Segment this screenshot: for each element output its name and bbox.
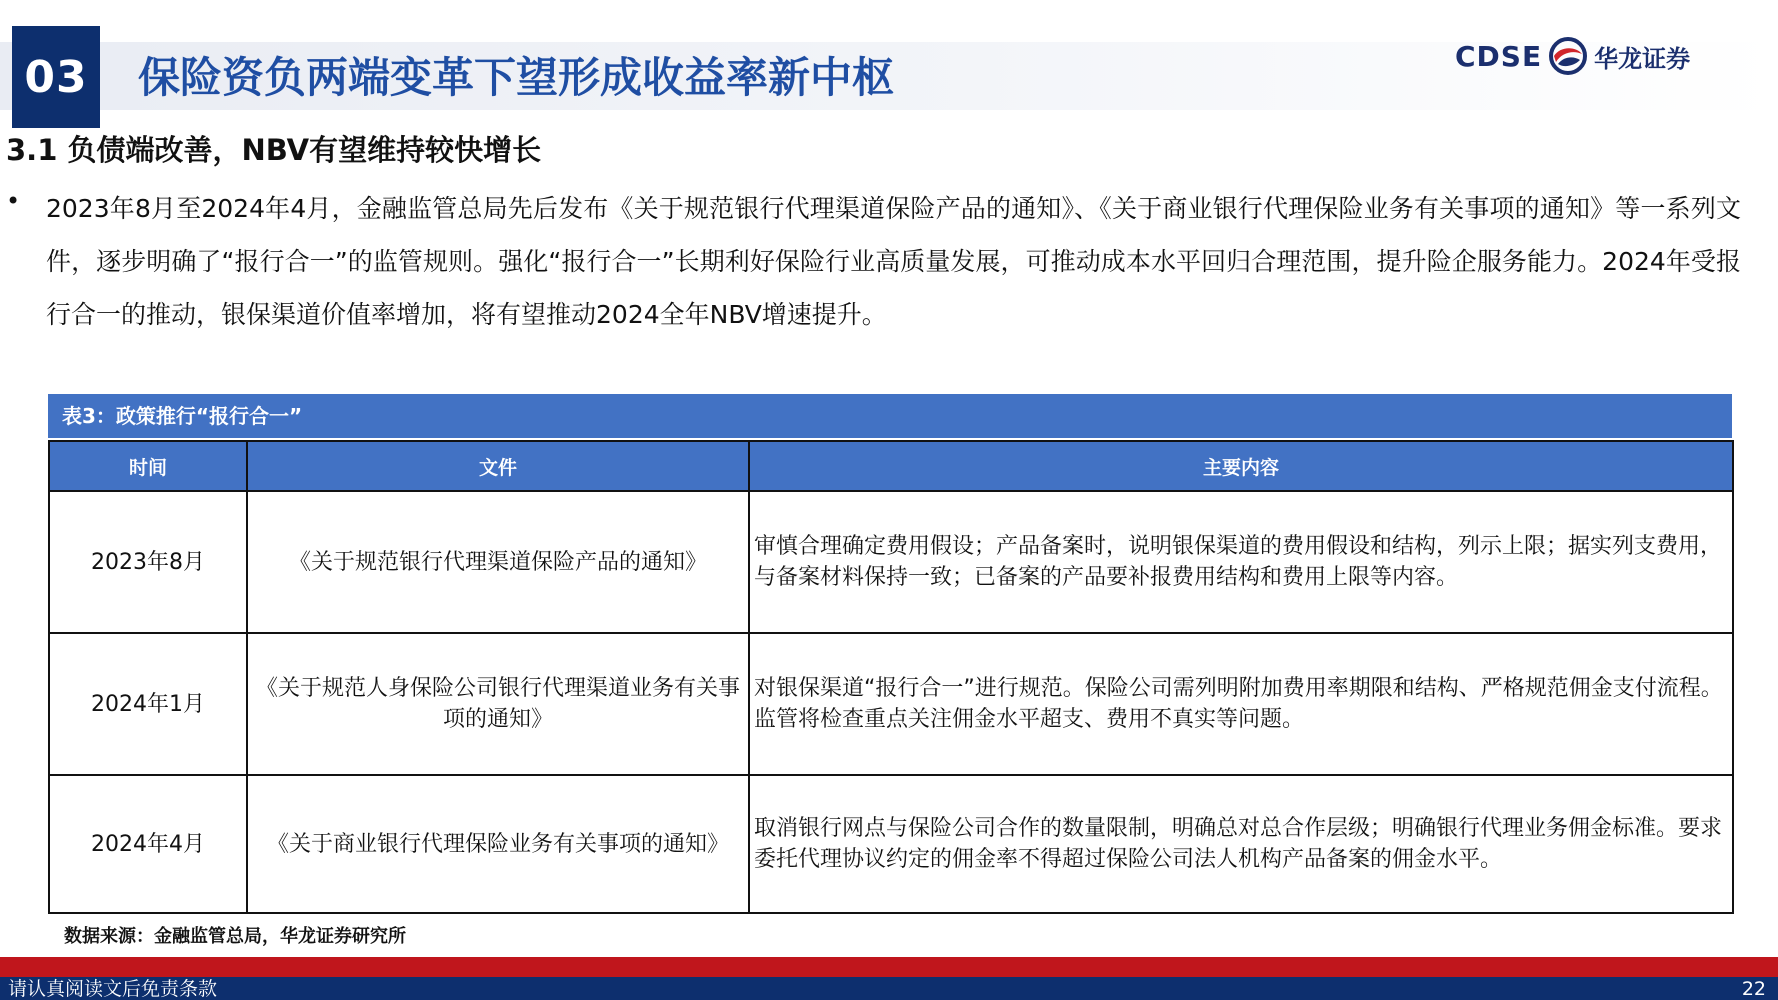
cell-content: 对银保渠道“报行合一”进行规范。保险公司需列明附加费用率期限和结构、严格规范佣金支付流程。监管将检查重点关注佣金水平超支、费用不真实等问题。 bbox=[749, 633, 1733, 775]
bullet-dot: • bbox=[6, 187, 21, 215]
page-number: 22 bbox=[1741, 978, 1766, 1000]
body-paragraph: 2023年8月至2024年4月，金融监管总局先后发布《关于规范银行代理渠道保险产品的通知》、《关于商业银行代理保险业务有关事项的通知》等一系列文件，逐步明确了“报行合一”的监管规则。强化“报行合一”长期利好保险行业高质量发展，可推动成本水平回归合理范围，提升险企服务能力。2024年受报行合一的推动，银保渠道价值率增加，将有望推动2024全年NBV增速提升。 bbox=[46, 194, 1741, 329]
cell-content: 审慎合理确定费用假设；产品备案时，说明银保渠道的费用假设和结构，列示上限；据实列支费用，与备案材料保持一致；已备案的产品要补报费用结构和费用上限等内容。 bbox=[749, 491, 1733, 633]
table-caption: 表3：政策推行“报行合一” bbox=[48, 394, 1732, 438]
section-heading: 3.1 负债端改善，NBV有望维持较快增长 bbox=[6, 133, 542, 167]
brand-cn-text: 华龙证券 bbox=[1594, 44, 1691, 73]
cell-document: 《关于规范银行代理渠道保险产品的通知》 bbox=[247, 491, 749, 633]
cell-time: 2024年4月 bbox=[49, 775, 247, 913]
footer-red-bar bbox=[0, 957, 1778, 977]
hualong-logo-icon bbox=[1548, 36, 1588, 76]
cell-document: 《关于规范人身保险公司银行代理渠道业务有关事项的通知》 bbox=[247, 633, 749, 775]
column-header-time: 时间 bbox=[49, 441, 247, 491]
disclaimer-text: 请认真阅读文后免责条款 bbox=[8, 978, 218, 1000]
section-number: 03 bbox=[12, 26, 100, 128]
source-note: 数据来源：金融监管总局，华龙证券研究所 bbox=[64, 926, 406, 947]
table-header-row bbox=[49, 441, 1733, 491]
brand-en-text: CDSE bbox=[1455, 39, 1543, 73]
policy-table bbox=[48, 440, 1734, 914]
cell-content: 取消银行网点与保险公司合作的数量限制，明确总对总合作层级；明确银行代理业务佣金标准。要求委托代理协议约定的佣金率不得超过保险公司法人机构产品备案的佣金水平。 bbox=[749, 775, 1733, 913]
cell-time: 2023年8月 bbox=[49, 491, 247, 633]
cell-time: 2024年1月 bbox=[49, 633, 247, 775]
page-title: 保险资负两端变革下望形成收益率新中枢 bbox=[138, 53, 895, 102]
table-row bbox=[49, 775, 1733, 913]
footer-blue-bar bbox=[0, 977, 1778, 1000]
column-header-document: 文件 bbox=[247, 441, 749, 491]
brand-logo bbox=[1455, 36, 1690, 76]
table-row bbox=[49, 633, 1733, 775]
table-row bbox=[49, 491, 1733, 633]
column-header-content: 主要内容 bbox=[749, 441, 1733, 491]
cell-document: 《关于商业银行代理保险业务有关事项的通知》 bbox=[247, 775, 749, 913]
